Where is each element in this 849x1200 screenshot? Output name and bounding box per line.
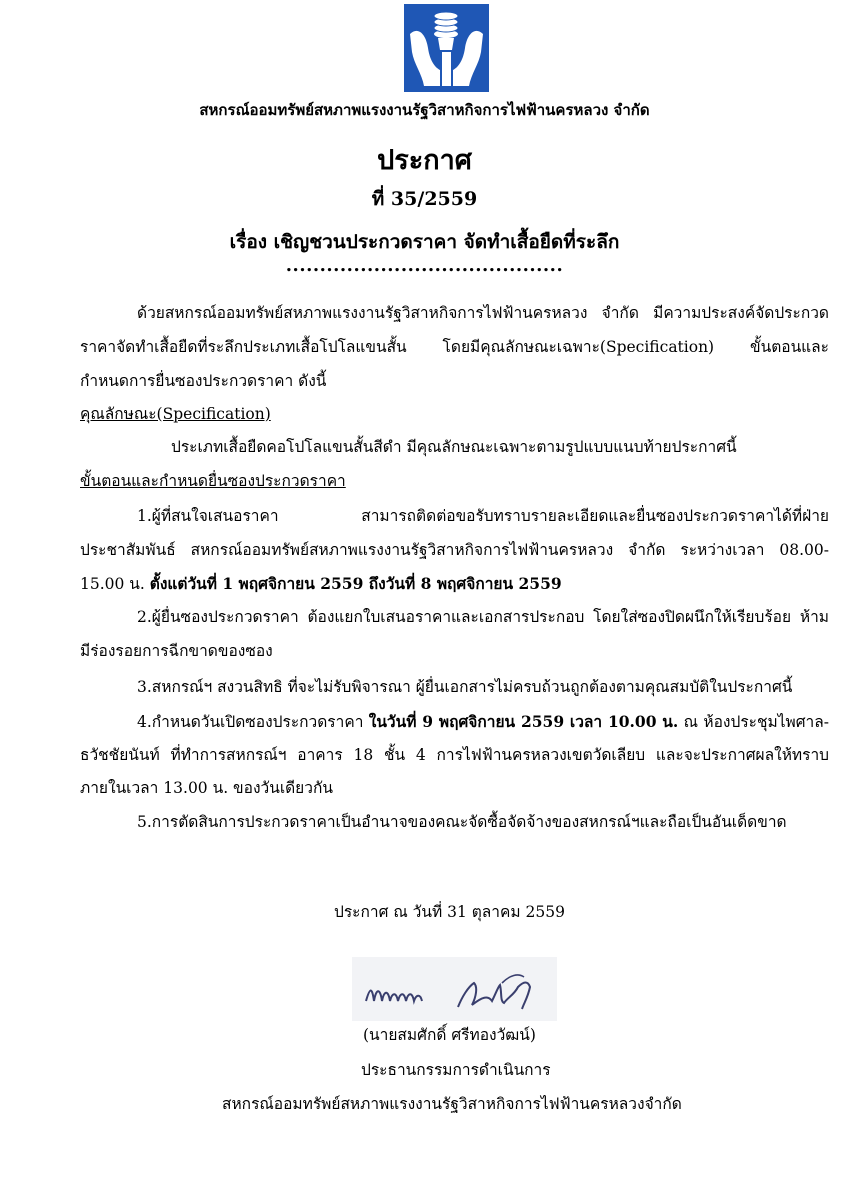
organization-name: สหกรณ์ออมทรัพย์สหภาพแรงงานรัฐวิสาหกิจการไฟฟ้านครหลวง จำกัด <box>199 101 650 119</box>
separator-dots: ......................................... <box>285 255 564 276</box>
intro-line-2: ราคาจัดทำเสื้อยืดที่ระลึกประเภทเสื้อโปโลแขนสั้น โดยมีคุณลักษณะเฉพาะ(Specification) ขั้นตอนและ <box>80 338 829 356</box>
procedure-heading: ขั้นตอนและกำหนดยื่นซองประกวดราคา <box>80 472 346 490</box>
signer-organization: สหกรณ์ออมทรัพย์สหภาพแรงงานรัฐวิสาหกิจการไฟฟ้านครหลวงจำกัด <box>222 1095 682 1113</box>
item4-open-datetime: ในวันที่ 9 พฤศจิกายน 2559 เวลา 10.00 น. <box>368 712 679 731</box>
intro-line-3: กำหนดการยื่นซองประกวดราคา ดังนี้ <box>80 372 327 390</box>
item3-line-1: 3.สหกรณ์ฯ สงวนสิทธิ ที่จะไม่รับพิจารณา ผู้ยื่นเอกสารไม่ครบถ้วนถูกต้องตามคุณสมบัติในประกาศนี้ <box>137 678 793 696</box>
spec-text: ประเภทเสื้อยืดคอโปโลแขนสั้นสีดำ มีคุณลักษณะเฉพาะตามรูปแบบแนบท้ายประกาศนี้ <box>171 438 737 456</box>
item2-line-2: มีร่องรอยการฉีกขาดของซอง <box>80 642 273 660</box>
item4-line-3: ภายในเวลา 13.00 น. ของวันเดียวกัน <box>80 779 333 797</box>
item1-line-2: ประชาสัมพันธ์ สหกรณ์ออมทรัพย์สหภาพแรงงานรัฐวิสาหกิจการไฟฟ้านครหลวง จำกัด ระหว่างเวลา 08.00- <box>80 541 829 559</box>
announcement-title: ประกาศ <box>377 145 472 176</box>
item1-date-range: ตั้งแต่วันที่ 1 พฤศจิกายน 2559 ถึงวันที่ 8 พฤศจิกายน 2559 <box>149 574 562 593</box>
item1-time: 15.00 น. <box>80 575 145 593</box>
spec-heading: คุณลักษณะ(Specification) <box>80 405 271 423</box>
item4-venue: ณ ห้องประชุมไพศาล- <box>683 713 829 731</box>
item2-line-1: 2.ผู้ยื่นซองประกวดราคา ต้องแยกใบเสนอราคาและเอกสารประกอบ โดยใส่ซองปิดผนึกให้เรียบร้อย ห้าม <box>137 608 829 626</box>
announcement-subject: เรื่อง เชิญชวนประกวดราคา จัดทำเสื้อยืดที่ระลึก <box>229 231 620 253</box>
signer-name: (นายสมศักดิ์ ศรีทองวัฒน์) <box>363 1026 536 1044</box>
item4-line-2: ธวัชชัยนันท์ ที่ทำการสหกรณ์ฯ อาคาร 18 ชั้น 4 การไฟฟ้านครหลวงเขตวัดเลียบ และจะประกาศผลให้ทราบ <box>80 746 829 764</box>
announcement-date: ประกาศ ณ วันที่ 31 ตุลาคม 2559 <box>334 903 565 921</box>
announcement-number: ที่ 35/2559 <box>371 188 478 210</box>
item4-label: 4.กำหนดวันเปิดซองประกวดราคา <box>137 713 364 731</box>
signature-image <box>352 957 557 1021</box>
item1-line-1: 1.ผู้ที่สนใจเสนอราคา สามารถติดต่อขอรับทราบรายละเอียดและยื่นซองประกวดราคาได้ที่ฝ่าย <box>137 507 829 525</box>
intro-line-1: ด้วยสหกรณ์ออมทรัพย์สหภาพแรงงานรัฐวิสาหกิจการไฟฟ้านครหลวง จำกัด มีความประสงค์จัดประกวด <box>137 304 829 322</box>
item4-line-1 <box>137 712 829 732</box>
cooperative-logo-icon <box>404 4 489 92</box>
item5-line-1: 5.การตัดสินการประกวดราคาเป็นอำนาจของคณะจัดซื้อจัดจ้างของสหกรณ์ฯและถือเป็นอันเด็ดขาด <box>137 813 787 831</box>
signer-position: ประธานกรรมการดำเนินการ <box>361 1061 551 1079</box>
item1-line-3 <box>80 574 562 594</box>
